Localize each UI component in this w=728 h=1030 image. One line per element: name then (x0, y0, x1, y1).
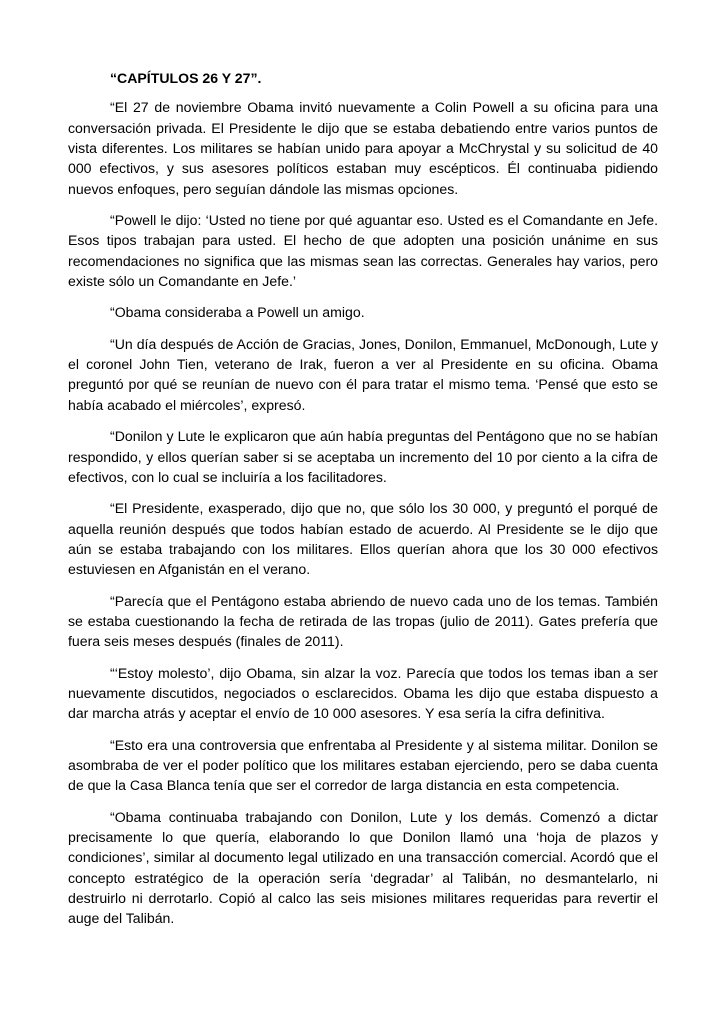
paragraph-withdrawal-date: “Parecía que el Pentágono estaba abriendo de nuevo cada uno de los temas. También se estaba cuestionando la fecha de retirada de las tropas (julio de 2011). Gates prefería que fuera seis meses después (finales de 2011). (68, 592, 658, 650)
paragraph-thanksgiving-meeting: “Un día después de Acción de Gracias, Jones, Donilon, Emmanuel, McDonough, Lute y el coronel John Tien, veterano de Irak, fueron a ver al Presidente en su oficina. Obama preguntó por qué se reunían de nuevo con él para tratar el mismo tema. ‘Pensé que esto se había acabado el miércoles’, expresó. (68, 335, 658, 413)
chapter-heading: “CAPÍTULOS 26 Y 27”. (110, 70, 262, 86)
paragraph-controversy: “Esto era una controversia que enfrentaba al Presidente y al sistema militar. Donilon se asombraba de ver el poder político que los militares estaban ejerciendo, pero se daba cuenta de que la Casa Blanca tenía que ser el corredor de larga distancia en esta competencia. (68, 736, 658, 794)
document-page (68, 68, 658, 940)
paragraph-powell-advice: “Powell le dijo: ‘Usted no tiene por qué aguantar eso. Usted es el Comandante en Jefe. Esos tipos trabajan para usted. El hecho de que adopten una posición unánime en sus recomendaciones no significa que las mismas sean las correctas. Generales hay varios, pero existe sólo un Comandante en Jefe.’ (68, 212, 658, 290)
paragraph-terms-sheet: “Obama continuaba trabajando con Donilon, Lute y los demás. Comenzó a dictar precisamente lo que quería, elaborando lo que Donilon llamó una ‘hoja de plazos y condiciones’, similar al documento legal utilizado en una transacción comercial. Acordó que el concepto estratégico de la operación sería ‘degradar’ al Talibán, no desmantelarlo, ni destruirlo ni derrotarlo. Copió al calco las seis misiones militares requeridas para revertir el auge del Talibán. (68, 808, 658, 927)
paragraph-president-exasperated: “El Presidente, exasperado, dijo que no, que sólo los 30 000, y preguntó el porqué de aquella reunión después que todos habían estado de acuerdo. Al Presidente se le dijo que aún se estaba trabajando con los militares. Ellos querían ahora que los 30 000 efectivos estuviesen en Afganistán en el verano. (68, 500, 658, 578)
paragraph-friend: “Obama consideraba a Powell un amigo. (110, 304, 365, 321)
paragraph-obama-upset: “‘Estoy molesto’, dijo Obama, sin alzar la voz. Parecía que todos los temas iban a ser nuevamente discutidos, negociados o esclarecidos. Obama les dijo que estaba dispuesto a dar marcha atrás y aceptar el envío de 10 000 asesores. Y esa sería la cifra definitiva. (68, 664, 658, 722)
paragraph-powell-meeting: “El 27 de noviembre Obama invitó nuevamente a Colin Powell a su oficina para una conversación privada. El Presidente le dijo que se estaba debatiendo entre varios puntos de vista diferentes. Los militares se habían unido para apoyar a McChrystal y su solicitud de 40 000 efectivos, y sus asesores políticos estaban muy escépticos. Él continuaba pidiendo nuevos enfoques, pero seguían dándole las mismas opciones. (68, 99, 658, 197)
paragraph-pentagon-questions: “Donilon y Lute le explicaron que aún había preguntas del Pentágono que no se habían respondido, y ellos querían saber si se aceptaba un incremento del 10 por ciento a la cifra de efectivos, con lo cual se incluiría a los facilitadores. (68, 428, 658, 485)
